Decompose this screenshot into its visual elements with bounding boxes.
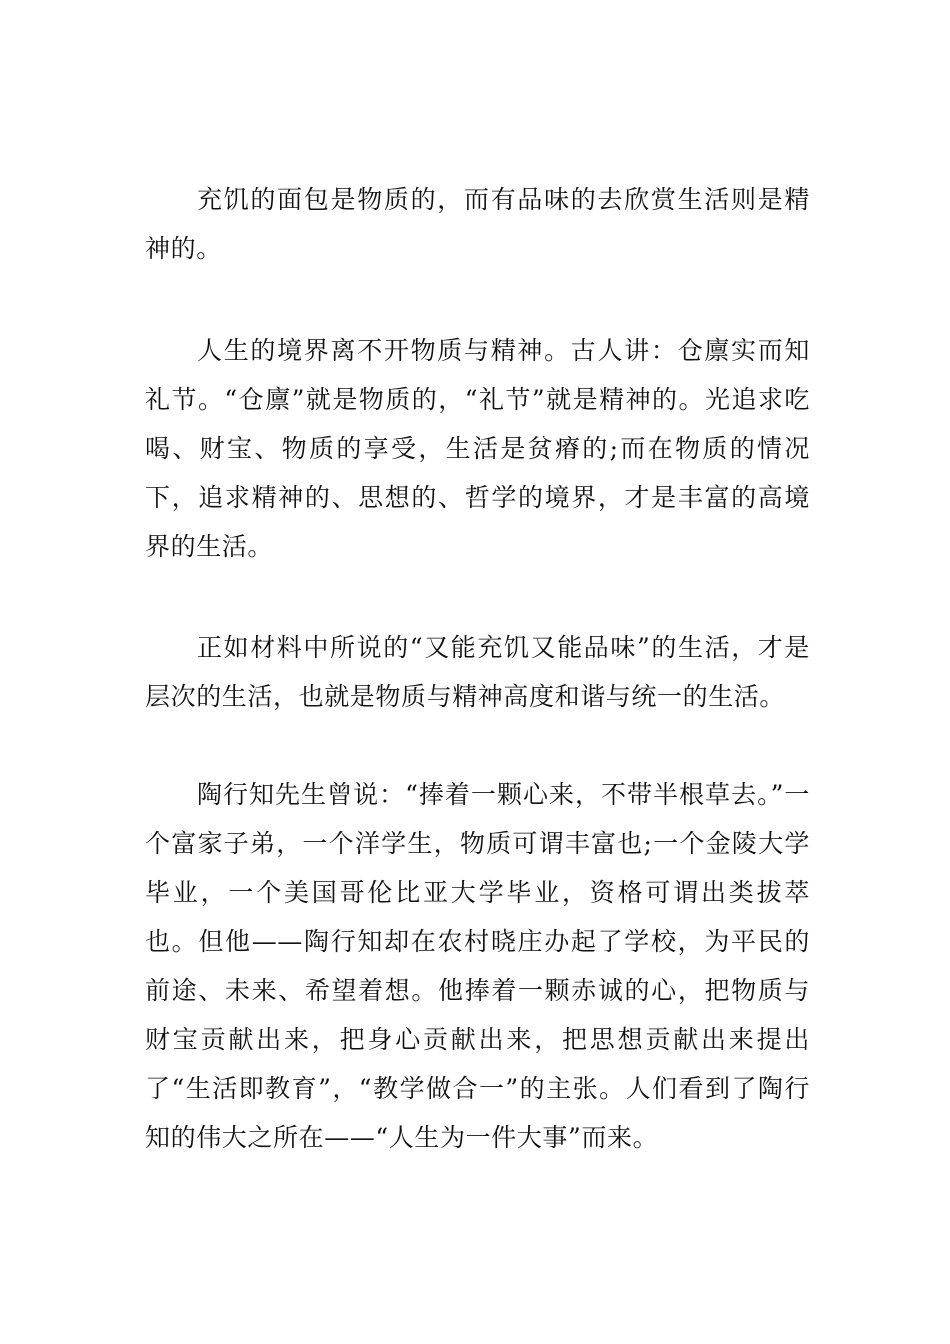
paragraph-3: 正如材料中所说的“又能充饥又能品味”的生活，才是层次的生活，也就是物质与精神高度和谐与统一的生活。 bbox=[145, 633, 810, 711]
paragraph-4: 陶行知先生曾说：“捧着一颗心来，不带半根草去。”一个富家子弟，一个洋学生，物质可谓丰富也;一个金陵大学毕业，一个美国哥伦比亚大学毕业，资格可谓出类拔萃也。但他——陶行知却在农村晓庄办起了学校，为平民的前途、未来、希望着想。他捧着一颗赤诚的心，把物质与财宝贡献出来，把身心贡献出来，把思想贡献出来提出了“生活即教育”，“教学做合一”的主张。人们看到了陶行知的伟大之所在——“人生为一件大事”而来。 bbox=[145, 780, 810, 1152]
paragraph-1: 充饥的面包是物质的，而有品味的去欣赏生活则是精神的。 bbox=[145, 185, 810, 263]
paragraph-2: 人生的境界离不开物质与精神。古人讲：仓廪实而知礼节。“仓廪”就是物质的，“礼节”就是精神的。光追求吃喝、财宝、物质的享受，生活是贫瘠的;而在物质的情况下，追求精神的、思想的、哲学的境界，才是丰富的高境界的生活。 bbox=[145, 336, 810, 561]
